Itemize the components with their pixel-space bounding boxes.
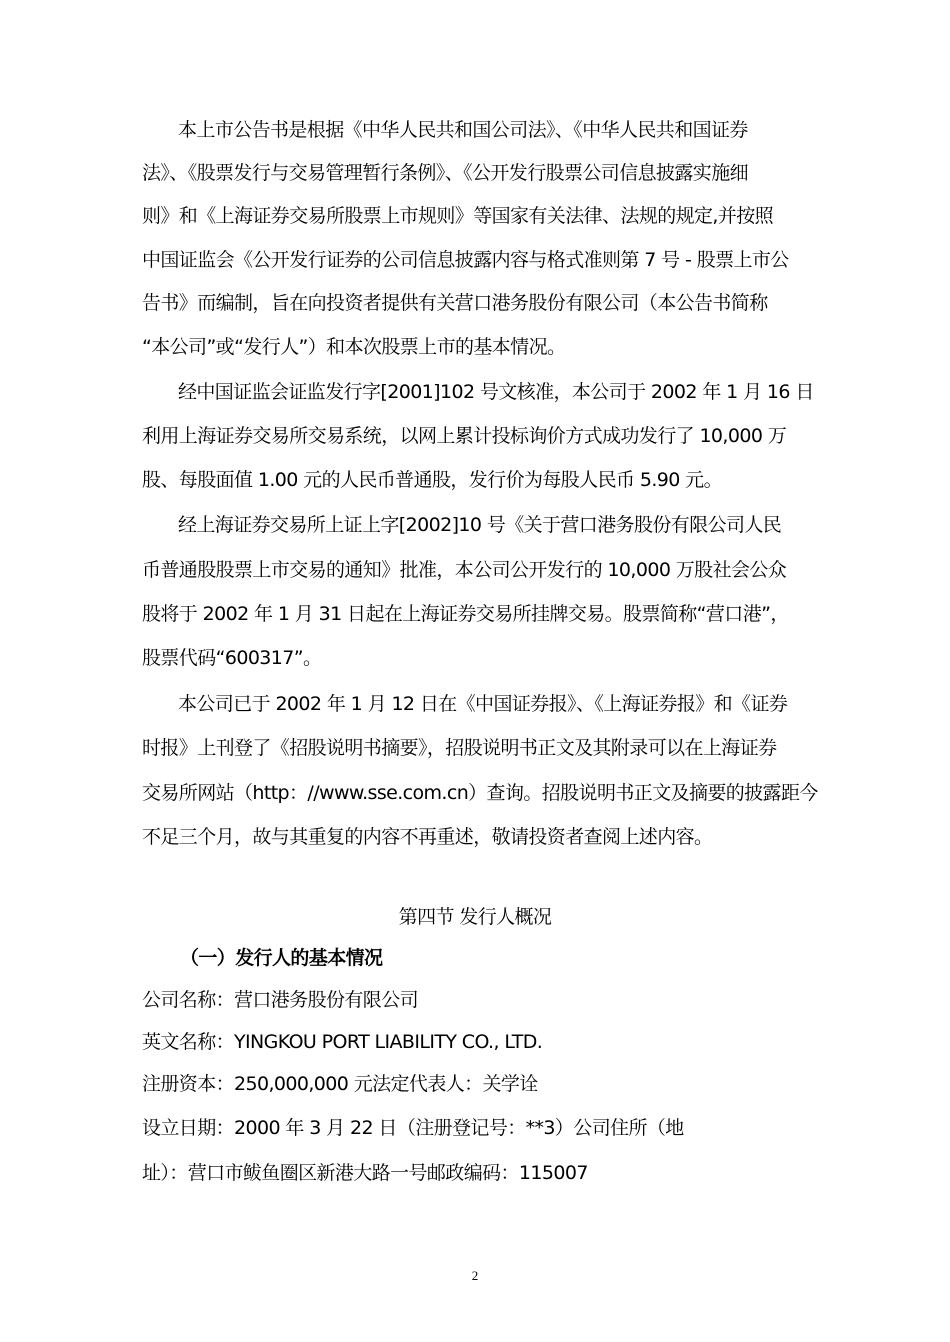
text-line: 股将于 2002 年 1 月 31 日起在上海证券交易所挂牌交易。股票简称“营口港”， xyxy=(142,603,789,625)
company-name: 公司名称：营口港务股份有限公司 xyxy=(142,989,419,1011)
section-title: 第四节 发行人概况 xyxy=(398,906,552,928)
text-line: 本公司已于 2002 年 1 月 12 日在《中国证券报》、《上海证券报》和《证券 xyxy=(178,693,788,715)
text-line: 经上海证券交易所上证上字[2002]10 号《关于营口港务股份有限公司人民 xyxy=(178,514,782,536)
text-line: 本上市公告书是根据《中华人民共和国公司法》、《中华人民共和国证券 xyxy=(178,119,748,141)
establish-date: 设立日期：2000 年 3 月 22 日（注册登记号：**3）公司住所（地 xyxy=(142,1117,684,1139)
text-line: 币普通股股票上市交易的通知》批准，本公司公开发行的 10,000 万股社会公众 xyxy=(142,559,787,581)
text-line: 经中国证监会证监发行字[2001]102 号文核准，本公司于 2002 年 1 月 16 日 xyxy=(178,381,814,403)
text-line: 利用上海证券交易所交易系统，以网上累计投标询价方式成功发行了 10,000 万 xyxy=(142,425,787,447)
text-line: 不足三个月，故与其重复的内容不再重述，敬请投资者查阅上述内容。 xyxy=(142,826,713,848)
registered-capital: 注册资本：250,000,000 元法定代表人：关学诠 xyxy=(142,1073,538,1095)
text-line: 交易所网站（http：//www.sse.com.cn）查询。招股说明书正文及摘要的披露距今 xyxy=(142,782,818,804)
address: 址）：营口市鲅鱼圈区新港大路一号邮政编码：115007 xyxy=(142,1162,588,1184)
text-line: 则》和《上海证券交易所股票上市规则》等国家有关法律、法规的规定,并按照 xyxy=(142,205,774,227)
text-line: 时报》上刊登了《招股说明书摘要》，招股说明书正文及其附录可以在上海证券 xyxy=(142,737,777,759)
english-name: 英文名称：YINGKOU PORT LIABILITY CO., LTD. xyxy=(142,1031,543,1053)
text-line: “本公司”或“发行人”）和本次股票上市的基本情况。 xyxy=(142,336,566,358)
text-line: 股票代码“600317”。 xyxy=(142,647,322,669)
text-line: 中国证监会《公开发行证券的公司信息披露内容与格式准则第 7 号 - 股票上市公 xyxy=(142,249,789,271)
text-line: 法》、《股票发行与交易管理暂行条例》、《公开发行股票公司信息披露实施细 xyxy=(142,162,749,184)
subsection-title: （一）发行人的基本情况 xyxy=(180,947,383,969)
page-number: 2 xyxy=(471,1268,479,1283)
text-line: 股、每股面值 1.00 元的人民币普通股，发行价为每股人民币 5.90 元。 xyxy=(142,469,722,491)
text-line: 告书》而编制，旨在向投资者提供有关营口港务股份有限公司（本公告书简称 xyxy=(142,292,768,314)
